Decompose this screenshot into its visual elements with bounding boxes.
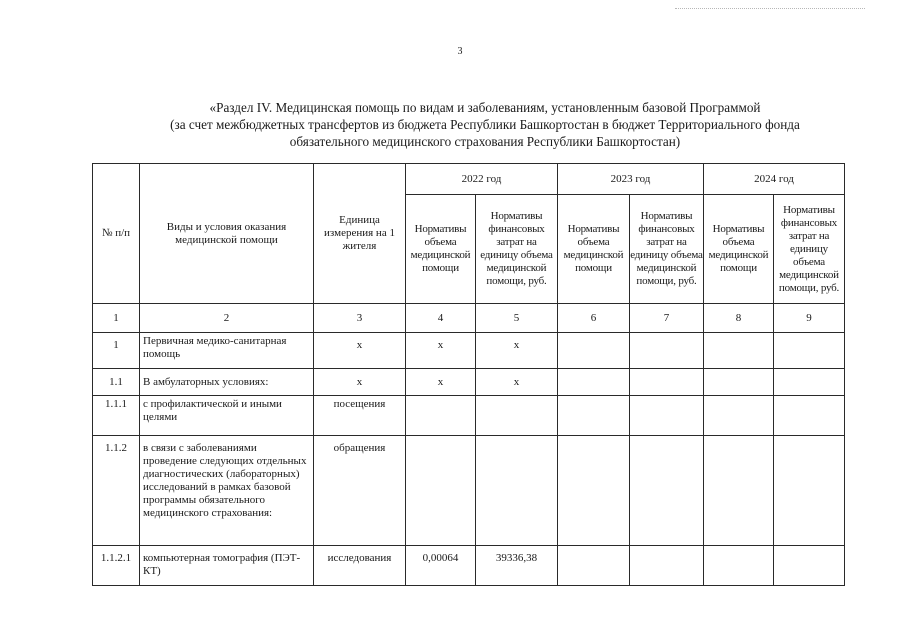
page-number: 3 bbox=[457, 46, 463, 57]
row-cell-4 bbox=[406, 396, 476, 436]
row-num: 1.1.2 bbox=[93, 436, 140, 546]
col-number: 6 bbox=[558, 304, 630, 333]
col-number: 8 bbox=[704, 304, 774, 333]
row-kind: В амбулаторных условиях: bbox=[140, 369, 314, 396]
heading-line-1: «Раздел IV. Медицинская помощь по видам и заболеваниям, установленным базовой Программой bbox=[209, 100, 761, 115]
header-volume-2023: Нормативы объема медицинской помощи bbox=[558, 195, 630, 304]
row-cell-7 bbox=[630, 396, 704, 436]
row-cell-6 bbox=[558, 546, 630, 586]
row-cell-5: х bbox=[476, 333, 558, 369]
row-cell-9 bbox=[774, 436, 845, 546]
row-cell-8 bbox=[704, 396, 774, 436]
table-row bbox=[93, 436, 845, 546]
header-year-2023: 2023 год bbox=[558, 164, 704, 195]
col-number: 5 bbox=[476, 304, 558, 333]
table-row bbox=[93, 333, 845, 369]
col-number: 1 bbox=[93, 304, 140, 333]
col-number: 7 bbox=[630, 304, 704, 333]
row-kind: компьютерная томография (ПЭТ-КТ) bbox=[140, 546, 314, 586]
row-unit: х bbox=[314, 333, 406, 369]
heading-line-3: обязательного медицинского страхования Республики Башкортостан) bbox=[289, 134, 681, 149]
row-cell-8 bbox=[704, 369, 774, 396]
header-kind: Виды и условия оказания медицинской помощи bbox=[140, 164, 314, 304]
row-cell-9 bbox=[774, 546, 845, 586]
row-cell-7 bbox=[630, 436, 704, 546]
header-unit: Единица измерения на 1 жителя bbox=[314, 164, 406, 304]
row-unit: посещения bbox=[314, 396, 406, 436]
col-number: 2 bbox=[140, 304, 314, 333]
table-row bbox=[93, 396, 845, 436]
row-cell-8 bbox=[704, 333, 774, 369]
row-unit: исследования bbox=[314, 546, 406, 586]
col-number: 4 bbox=[406, 304, 476, 333]
row-num: 1.1.2.1 bbox=[93, 546, 140, 586]
row-cell-4: х bbox=[406, 369, 476, 396]
section-heading bbox=[110, 99, 860, 150]
table-header-row bbox=[93, 164, 845, 195]
row-cell-6 bbox=[558, 436, 630, 546]
row-num: 1 bbox=[93, 333, 140, 369]
row-cell-5 bbox=[476, 396, 558, 436]
row-num: 1.1.1 bbox=[93, 396, 140, 436]
row-cell-9 bbox=[774, 369, 845, 396]
header-cost-2024: Нормативы финансовых затрат на единицу объема медицинской помощи, руб. bbox=[774, 195, 845, 304]
row-cell-8 bbox=[704, 436, 774, 546]
row-cell-7 bbox=[630, 546, 704, 586]
row-cell-4 bbox=[406, 436, 476, 546]
row-cell-9 bbox=[774, 333, 845, 369]
row-cell-6 bbox=[558, 369, 630, 396]
row-kind: в связи с заболеваниями проведение следующих отдельных диагностических (лабораторных) исследований в рамках базовой программы обязательного медицинского страхования: bbox=[140, 436, 314, 546]
medical-norms-table bbox=[92, 163, 845, 586]
col-number: 3 bbox=[314, 304, 406, 333]
row-cell-9 bbox=[774, 396, 845, 436]
header-volume-2024: Нормативы объема медицинской помощи bbox=[704, 195, 774, 304]
row-cell-5: х bbox=[476, 369, 558, 396]
header-cost-2022: Нормативы финансовых затрат на единицу объема медицинской помощи, руб. bbox=[476, 195, 558, 304]
header-cost-2023: Нормативы финансовых затрат на единицу объема медицинской помощи, руб. bbox=[630, 195, 704, 304]
header-year-2022: 2022 год bbox=[406, 164, 558, 195]
header-volume-2022: Нормативы объема медицинской помощи bbox=[406, 195, 476, 304]
col-number: 9 bbox=[774, 304, 845, 333]
table-row bbox=[93, 369, 845, 396]
header-num: № п/п bbox=[93, 164, 140, 304]
column-number-row bbox=[93, 304, 845, 333]
row-cell-7 bbox=[630, 333, 704, 369]
row-num: 1.1 bbox=[93, 369, 140, 396]
row-cell-4: 0,00064 bbox=[406, 546, 476, 586]
header-year-2024: 2024 год bbox=[704, 164, 845, 195]
row-kind: с профилактической и иными целями bbox=[140, 396, 314, 436]
row-unit: обращения bbox=[314, 436, 406, 546]
row-cell-5 bbox=[476, 436, 558, 546]
heading-line-2: (за счет межбюджетных трансфертов из бюджета Республики Башкортостан в бюджет Территориального фонда bbox=[170, 117, 800, 132]
row-cell-6 bbox=[558, 333, 630, 369]
row-cell-8 bbox=[704, 546, 774, 586]
table-row bbox=[93, 546, 845, 586]
scan-artifact bbox=[675, 8, 865, 11]
row-cell-5: 39336,38 bbox=[476, 546, 558, 586]
row-cell-6 bbox=[558, 396, 630, 436]
row-kind: Первичная медико-санитарная помощь bbox=[140, 333, 314, 369]
row-unit: х bbox=[314, 369, 406, 396]
row-cell-4: х bbox=[406, 333, 476, 369]
row-cell-7 bbox=[630, 369, 704, 396]
